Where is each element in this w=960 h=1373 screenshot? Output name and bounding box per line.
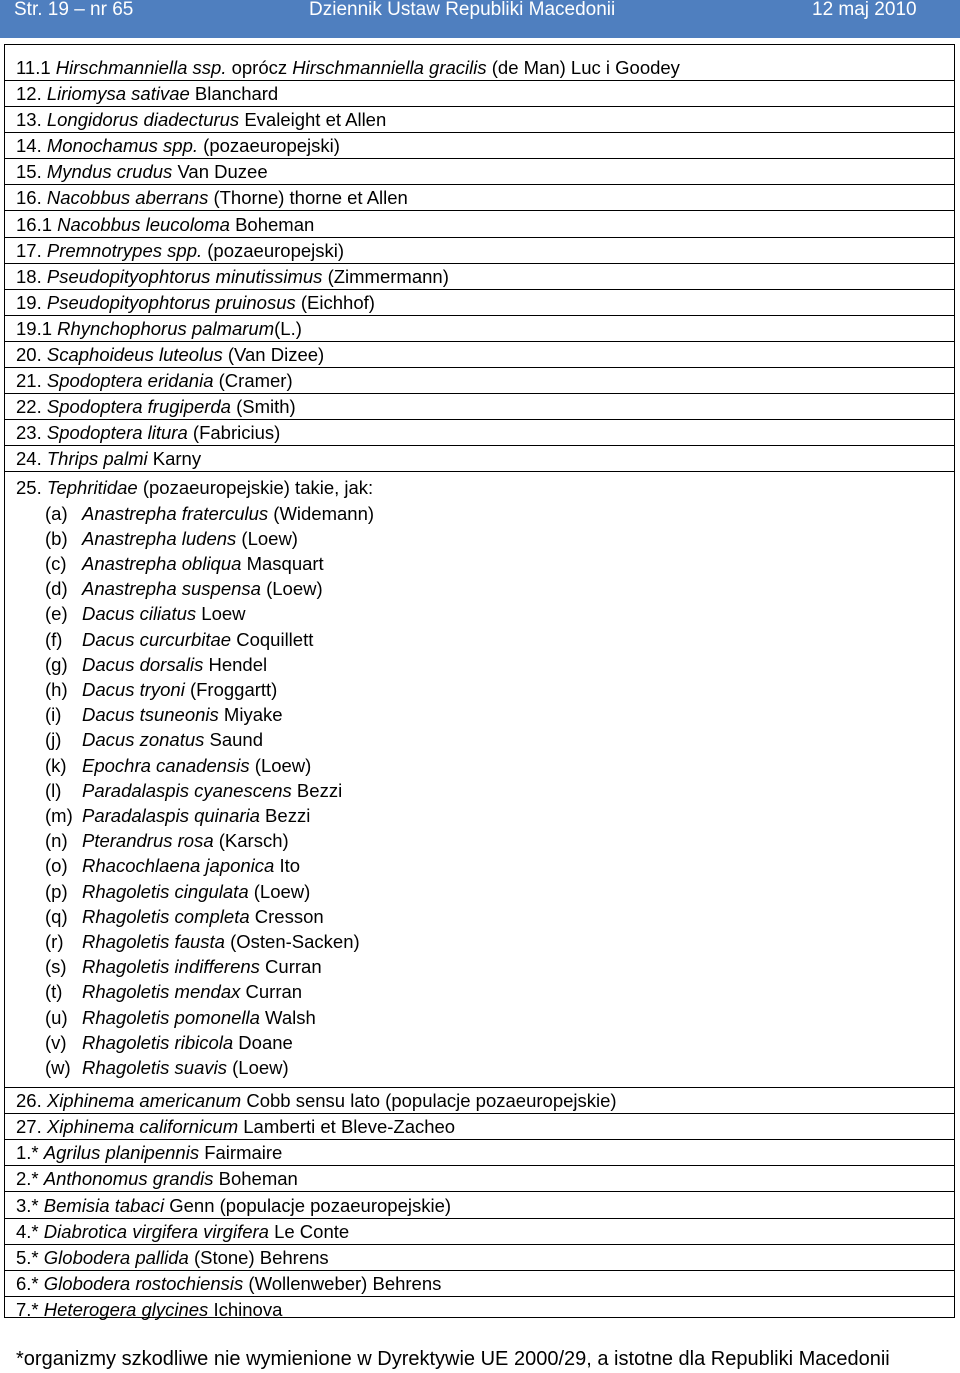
author-name: Curran: [240, 981, 303, 1003]
sub-item-label: (m): [45, 804, 73, 826]
author-name: Blanchard: [189, 83, 279, 105]
sub-item-text: [82, 1057, 289, 1079]
list-item: [5, 238, 954, 264]
list-item: [5, 1193, 954, 1219]
species-name: Bemisia tabaci: [43, 1194, 165, 1216]
entry-text: [16, 1221, 349, 1243]
list-item: [5, 1166, 954, 1192]
author-name: Evaleight et Allen: [239, 109, 387, 131]
author-name: (Van Dizee): [222, 344, 325, 366]
list-item: [5, 368, 954, 394]
species-name: Xiphinema americanum: [46, 1090, 242, 1112]
author-name: Curran: [259, 956, 322, 978]
sub-item-label: (p): [45, 880, 68, 902]
sub-item-text: [82, 578, 323, 600]
sub-item-label: (g): [45, 653, 68, 675]
entry-number: 7.*: [16, 1298, 44, 1320]
author-name: Boheman: [213, 1168, 298, 1190]
species-name: Dacus tsuneonis: [82, 704, 219, 726]
entry-text: [16, 57, 680, 79]
author-name: Karny: [147, 448, 202, 470]
author-name: Cobb sensu lato (populacje pozaeuropejskie): [241, 1090, 617, 1112]
entry-number: 14.: [16, 135, 47, 157]
publication-title: Dziennik Ustaw Republiki Macedonii: [309, 0, 616, 20]
sub-item-label: (r): [45, 930, 64, 952]
entry-text: [16, 477, 373, 499]
sub-item-text: [82, 956, 322, 978]
sub-item-label: (o): [45, 855, 68, 877]
entry-number: 2.*: [16, 1168, 44, 1190]
sub-item-label: (j): [45, 729, 62, 751]
species-name: Rhagoletis suavis: [82, 1056, 227, 1078]
species-table: [4, 44, 955, 1318]
author-name: (Eichhof): [295, 291, 375, 313]
list-item: [5, 45, 954, 81]
entry-number: 21.: [16, 370, 47, 392]
entry-text: [16, 370, 293, 392]
sub-item-text: [82, 603, 246, 625]
page-header: [0, 0, 960, 38]
species-name: Globodera pallida: [43, 1246, 189, 1268]
author-name: Bezzi: [291, 779, 343, 801]
author-name: Van Duzee: [172, 161, 268, 183]
author-name: (Cramer): [213, 370, 293, 392]
sub-item-text: [82, 528, 298, 550]
entry-text: [16, 448, 201, 470]
entry-number: 1.*: [16, 1142, 44, 1164]
entry-text: [16, 396, 296, 418]
species-name: Premnotrypes spp.: [46, 239, 203, 261]
sub-item-text: [82, 780, 342, 802]
entry-number: 4.*: [16, 1220, 44, 1242]
species-name: Nacobbus aberrans: [46, 187, 209, 209]
author-name: Loew: [196, 603, 246, 625]
list-item: [5, 185, 954, 211]
list-item: [5, 107, 954, 133]
entry-number: 26.: [16, 1090, 47, 1112]
entry-number: 11.1: [16, 57, 56, 78]
list-item: [5, 1297, 954, 1323]
sub-item-label: (c): [45, 552, 67, 574]
sub-item-label: (d): [45, 578, 68, 600]
entry-text: [16, 1273, 441, 1295]
author-name: Hendel: [203, 653, 268, 675]
sub-item-text: [82, 855, 300, 877]
sub-item-text: [82, 1007, 316, 1029]
sub-item-label: (e): [45, 603, 68, 625]
species-name: Hirschmanniella gracilis: [292, 57, 487, 78]
author-name: (Loew): [227, 1056, 289, 1078]
species-name: Pseudopityophtorus pruinosus: [46, 291, 296, 313]
sub-item-text: [82, 679, 277, 701]
author-name: (Fabricius): [187, 422, 281, 444]
sub-item-text: [82, 981, 302, 1003]
author-name: (Loew): [249, 754, 312, 776]
entry-text: [16, 1195, 451, 1217]
species-name: Rhacochlaena japonica: [82, 855, 275, 877]
sub-item-text: [82, 906, 324, 928]
entry-text: [16, 187, 408, 209]
entry-text: [16, 318, 302, 340]
entry-number: 25.: [16, 476, 47, 498]
entry-text: [16, 1142, 282, 1164]
list-item: [5, 394, 954, 420]
entry-number: 18.: [16, 265, 47, 287]
sub-item-label: (k): [45, 754, 67, 776]
author-name: (Loew): [260, 578, 323, 600]
sub-item-text: [82, 629, 313, 651]
author-name: (Smith): [230, 396, 296, 418]
entry-number: 27.: [16, 1116, 47, 1138]
author-name: (Zimmermann): [322, 265, 449, 287]
sub-item-text: [82, 729, 263, 751]
list-item: [5, 446, 954, 472]
entry-text: [16, 344, 324, 366]
species-name: Anastrepha obliqua: [82, 552, 242, 574]
species-name: Anastrepha fraterculus: [82, 502, 269, 524]
author-name: (pozaeuropejski): [198, 135, 340, 157]
entry-text: [16, 135, 340, 157]
species-name: Globodera rostochiensis: [43, 1272, 244, 1294]
list-item: [5, 1088, 954, 1114]
entry-number: 24.: [16, 448, 47, 470]
sub-item-text: [82, 704, 283, 726]
entry-text: [16, 83, 278, 105]
list-item: [5, 473, 954, 1089]
entry-text: [16, 240, 344, 262]
entry-text: [16, 1299, 282, 1321]
species-name: Rhagoletis cingulata: [82, 880, 249, 902]
author-name: (Wollenweber) Behrens: [243, 1272, 442, 1294]
author-name: Miyake: [218, 704, 283, 726]
list-item: [5, 420, 954, 446]
entry-number: 22.: [16, 396, 47, 418]
sub-item-label: (s): [45, 956, 67, 978]
author-name: Saund: [204, 729, 264, 751]
author-name: Walsh: [259, 1006, 316, 1028]
footnote: *organizmy szkodliwe nie wymienione w Dyrektywie UE 2000/29, a istotne dla Republiki Macedonii: [16, 1348, 890, 1370]
author-name: (Stone) Behrens: [188, 1246, 329, 1268]
species-name: Spodoptera litura: [46, 422, 188, 444]
author-name: (Thorne) thorne et Allen: [208, 187, 408, 209]
author-name: (de Man) Luc i Goodey: [486, 57, 680, 78]
author-name: Masquart: [241, 552, 324, 574]
author-name: Le Conte: [268, 1220, 350, 1242]
sub-item-label: (n): [45, 830, 68, 852]
sub-item-text: [82, 503, 374, 525]
sub-item-label: (i): [45, 704, 62, 726]
species-name: Rhynchophorus palmarum: [57, 317, 275, 339]
species-name: Dacus ciliatus: [82, 603, 197, 625]
sub-item-text: [82, 755, 311, 777]
species-name: Nacobbus leucoloma: [57, 213, 230, 235]
author-name: (pozaeuropejski): [202, 239, 345, 261]
species-name: Epochra canadensis: [82, 754, 250, 776]
species-name: Rhagoletis ribicola: [82, 1031, 234, 1053]
sub-item-text: [82, 931, 360, 953]
author-name: Ichinova: [208, 1298, 283, 1320]
entry-number: 20.: [16, 344, 47, 366]
sub-item-text: [82, 881, 310, 903]
author-name: Doane: [233, 1031, 293, 1053]
list-item: [5, 133, 954, 159]
species-name: Agrilus planipennis: [43, 1142, 200, 1164]
author-name: (Osten-Sacken): [224, 930, 360, 952]
species-name: Diabrotica virgifera virgifera: [43, 1220, 269, 1242]
species-name: Anastrepha suspensa: [82, 578, 261, 600]
entry-text: [16, 161, 268, 183]
species-name: Anastrepha ludens: [82, 527, 237, 549]
species-name: Dacus tryoni: [82, 678, 185, 700]
author-name: Lamberti et Bleve-Zacheo: [238, 1116, 456, 1138]
species-name: Scaphoideus luteolus: [46, 344, 223, 366]
entry-number: 3.*: [16, 1194, 44, 1216]
list-item: [5, 1271, 954, 1297]
author-name: Boheman: [229, 213, 315, 235]
species-name: Myndus crudus: [46, 161, 173, 183]
list-item: [5, 342, 954, 368]
species-name: Paradalaspis cyanescens: [82, 779, 292, 801]
entry-text: [16, 214, 314, 236]
species-name: Dacus dorsalis: [82, 653, 204, 675]
author-name: Cresson: [249, 905, 324, 927]
sub-item-label: (w): [45, 1056, 71, 1078]
list-item: [5, 81, 954, 107]
species-name: Rhagoletis mendax: [82, 981, 241, 1003]
list-item: [5, 316, 954, 342]
sub-item-label: (q): [45, 905, 68, 927]
list-item: [5, 1140, 954, 1166]
entry-text: [16, 422, 280, 444]
species-name: Rhagoletis fausta: [82, 930, 225, 952]
sub-item-text: [82, 830, 289, 852]
author-name: (Froggartt): [184, 678, 278, 700]
author-name: Bezzi: [259, 804, 311, 826]
sub-item-label: (a): [45, 502, 68, 524]
species-name: Tephritidae: [46, 476, 138, 498]
species-name: Liriomysa sativae: [46, 83, 190, 105]
list-item: [5, 159, 954, 185]
author-name: (L.): [274, 317, 302, 339]
page-number: Str. 19 – nr 65: [14, 0, 134, 20]
species-name: Anthonomus grandis: [43, 1168, 214, 1190]
author-name: Coquillett: [231, 628, 314, 650]
species-name: Heterogera glycines: [43, 1298, 209, 1320]
entry-text: [16, 266, 449, 288]
list-item: [5, 212, 954, 238]
species-name: Spodoptera frugiperda: [46, 396, 231, 418]
sub-item-label: (f): [45, 628, 63, 650]
species-name: Spodoptera eridania: [46, 370, 214, 392]
author-name: (pozaeuropejskie) takie, jak:: [137, 476, 374, 498]
entry-text: [16, 1090, 617, 1112]
entry-text: [16, 1116, 455, 1138]
sub-item-label: (h): [45, 678, 68, 700]
sub-item-text: [82, 1032, 293, 1054]
species-name: Hirschmanniella ssp.: [55, 57, 227, 78]
entry-number: 19.1: [16, 317, 58, 339]
publication-date: 12 maj 2010: [812, 0, 917, 20]
sub-item-label: (t): [45, 981, 63, 1003]
entry-number: 17.: [16, 239, 47, 261]
species-name: Rhagoletis indifferens: [82, 956, 260, 978]
entry-number: 19.: [16, 291, 47, 313]
sub-item-label: (v): [45, 1031, 67, 1053]
entry-number: 13.: [16, 109, 47, 131]
sub-item-text: [82, 654, 267, 676]
author-name: (Widemann): [268, 502, 375, 524]
species-name: Rhagoletis pomonella: [82, 1006, 260, 1028]
sub-item-text: [82, 805, 310, 827]
list-item: [5, 1219, 954, 1245]
species-name: Thrips palmi: [46, 448, 148, 470]
species-name: Monochamus spp.: [46, 135, 199, 157]
species-name: Dacus curcurbitae: [82, 628, 232, 650]
author-name: (Loew): [248, 880, 311, 902]
species-name: Xiphinema californicum: [46, 1116, 239, 1138]
sub-item-text: [82, 553, 324, 575]
entry-text: [16, 1247, 329, 1269]
entry-number: 15.: [16, 161, 47, 183]
list-item: [5, 264, 954, 290]
species-name: Rhagoletis completa: [82, 905, 250, 927]
entry-number: 16.1: [16, 213, 58, 235]
entry-number: 6.*: [16, 1272, 44, 1294]
species-name: Longidorus diadecturus: [46, 109, 240, 131]
species-name: Dacus zonatus: [82, 729, 205, 751]
sub-item-label: (b): [45, 527, 68, 549]
list-item: [5, 1245, 954, 1271]
author-name: (Loew): [236, 527, 298, 549]
list-item: [5, 290, 954, 316]
author-name: Genn (populacje pozaeuropejskie): [164, 1194, 452, 1216]
entry-connector: oprócz: [226, 57, 293, 78]
author-name: Ito: [274, 855, 301, 877]
entry-text: [16, 292, 375, 314]
entry-number: 16.: [16, 187, 47, 209]
entry-text: [16, 109, 386, 131]
sub-item-label: (u): [45, 1006, 68, 1028]
species-name: Paradalaspis quinaria: [82, 804, 260, 826]
entry-number: 12.: [16, 83, 47, 105]
entry-number: 5.*: [16, 1246, 44, 1268]
sub-item-label: (l): [45, 779, 62, 801]
list-item: [5, 1114, 954, 1140]
author-name: Fairmaire: [199, 1142, 283, 1164]
species-name: Pseudopityophtorus minutissimus: [46, 265, 323, 287]
author-name: (Karsch): [213, 830, 289, 852]
species-name: Pterandrus rosa: [82, 830, 214, 852]
entry-number: 23.: [16, 422, 47, 444]
entry-text: [16, 1168, 298, 1190]
